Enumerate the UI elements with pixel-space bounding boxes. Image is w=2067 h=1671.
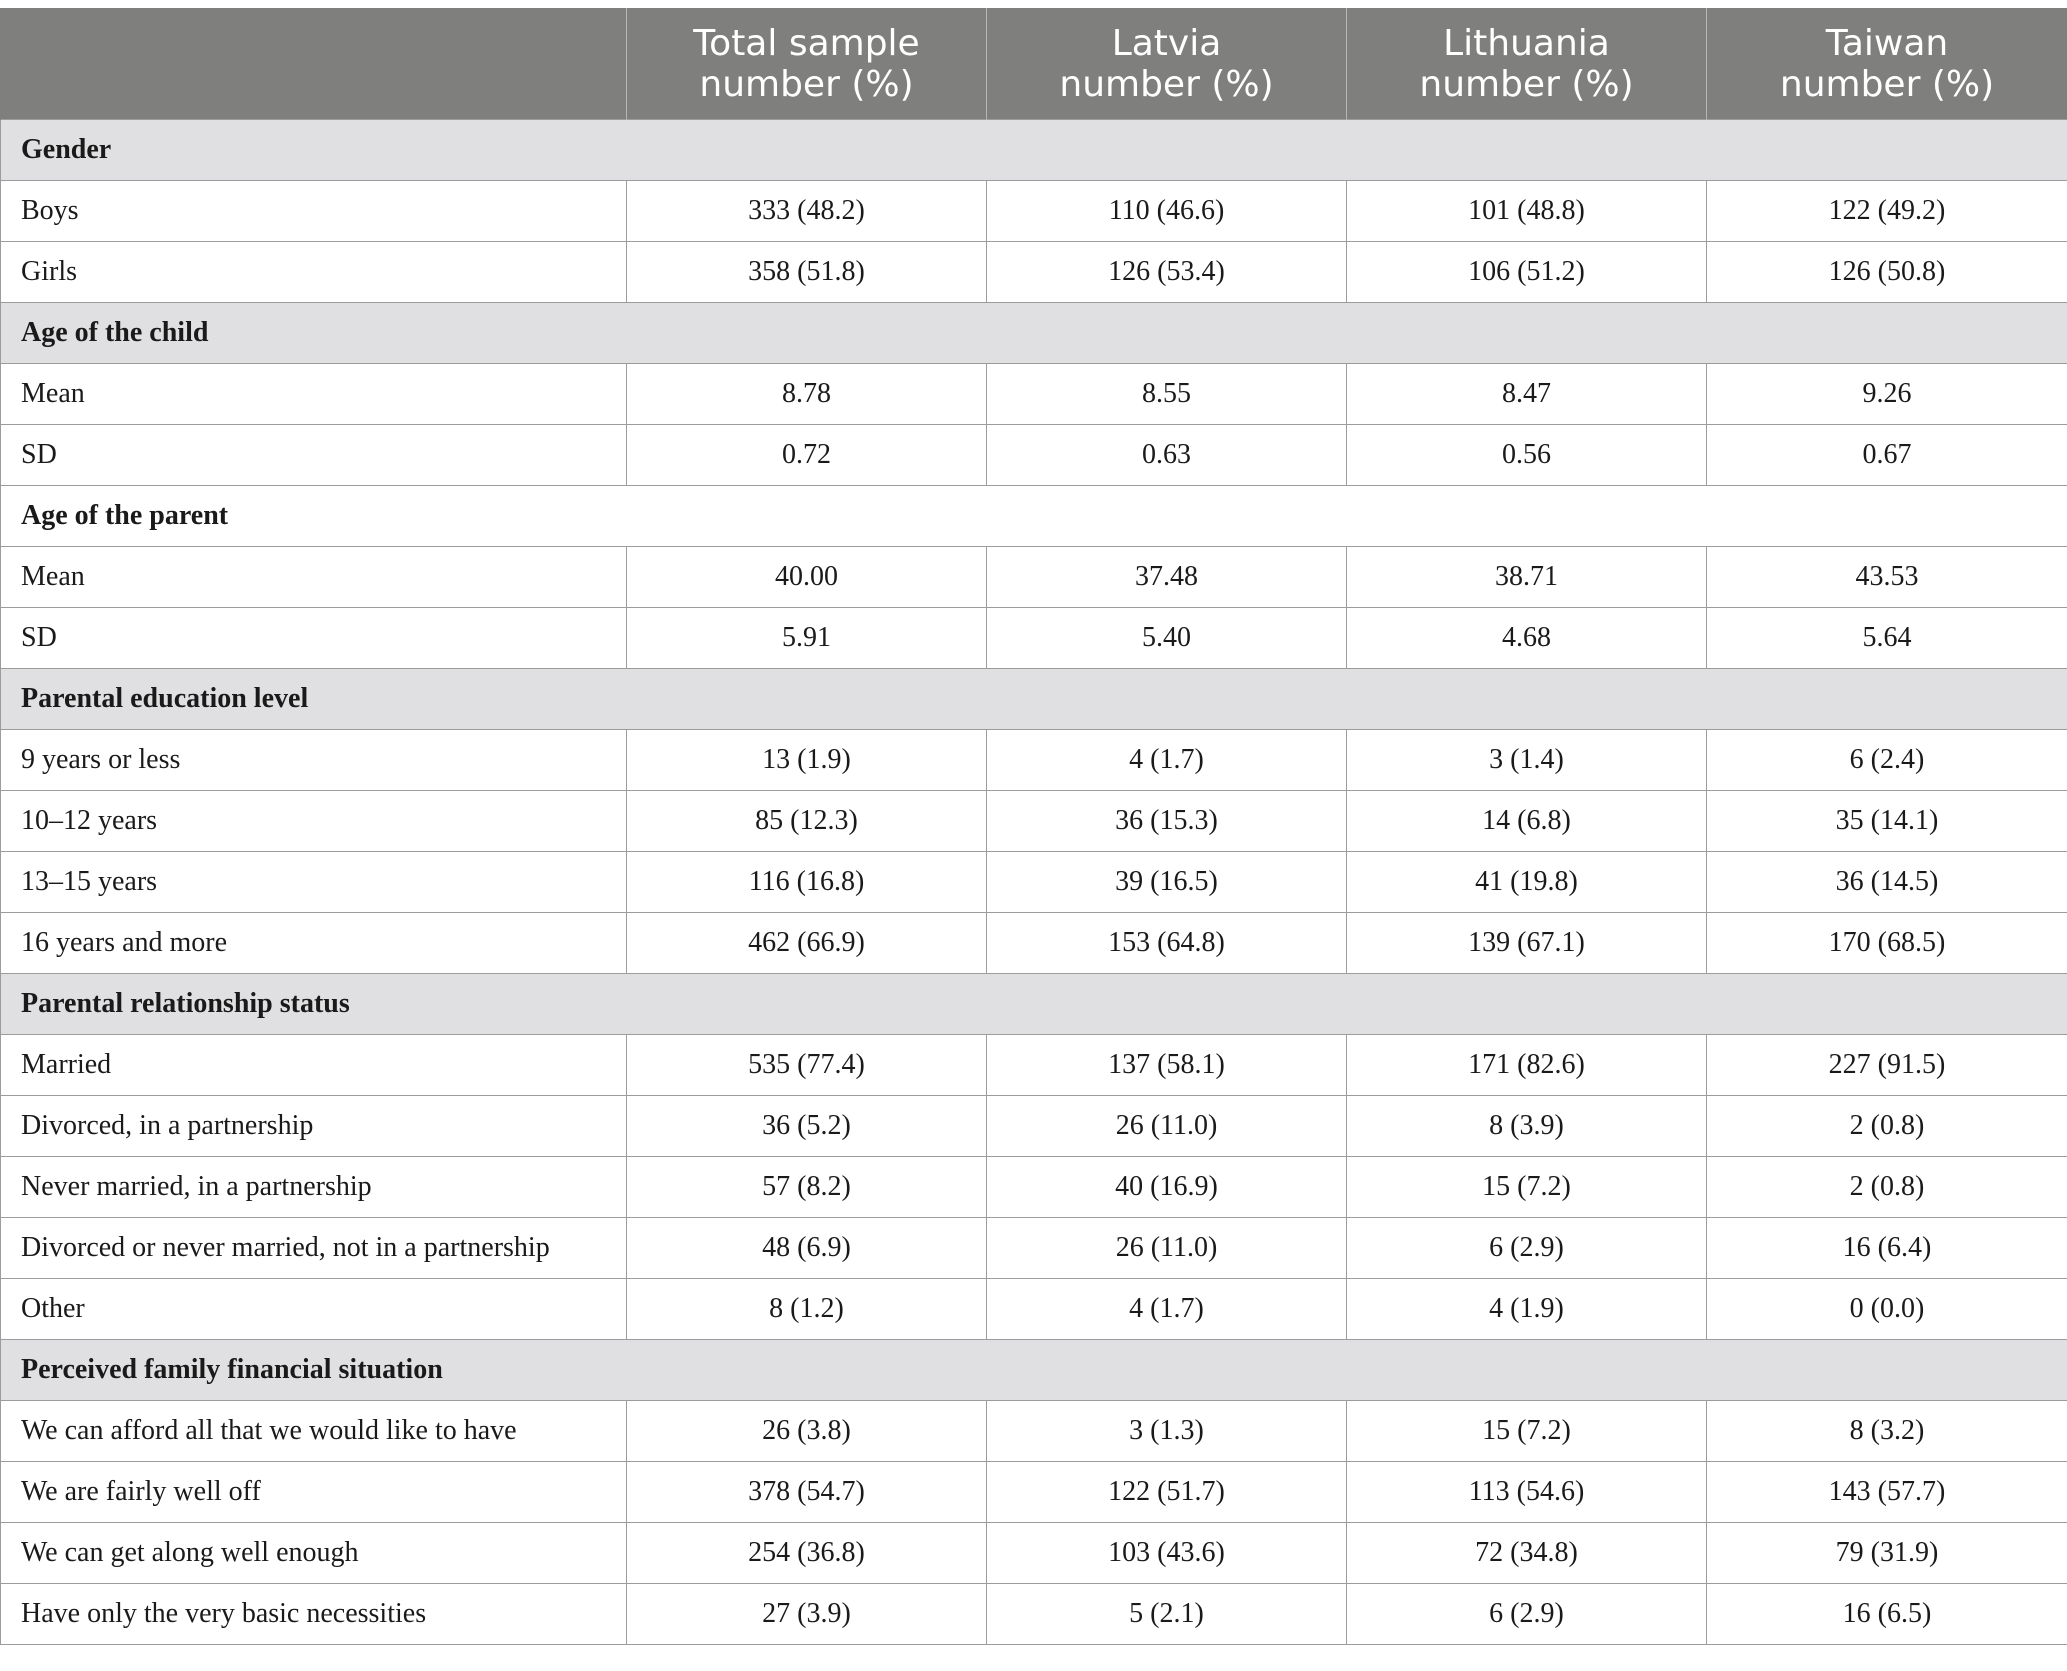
table-row — [1, 1462, 2067, 1523]
table-row — [1, 242, 2067, 303]
table-row — [1, 1584, 2067, 1645]
cell-latvia: 40 (16.9) — [987, 1157, 1347, 1218]
cell-total: 5.91 — [627, 608, 987, 669]
cell-latvia: 37.48 — [987, 547, 1347, 608]
cell-total: 358 (51.8) — [627, 242, 987, 303]
cell-latvia: 153 (64.8) — [987, 913, 1347, 974]
section-title: Age of the child — [1, 303, 2067, 364]
header-cell-taiwan: Taiwan number (%) — [1707, 8, 2067, 120]
cell-latvia: 5 (2.1) — [987, 1584, 1347, 1645]
cell-total: 0.72 — [627, 425, 987, 486]
cell-latvia: 39 (16.5) — [987, 852, 1347, 913]
cell-total: 40.00 — [627, 547, 987, 608]
row-label: SD — [1, 608, 627, 669]
cell-lithuania: 0.56 — [1347, 425, 1707, 486]
table-row — [1, 1096, 2067, 1157]
cell-lithuania: 8 (3.9) — [1347, 1096, 1707, 1157]
cell-latvia: 0.63 — [987, 425, 1347, 486]
row-label: Never married, in a partnership — [1, 1157, 627, 1218]
cell-lithuania: 8.47 — [1347, 364, 1707, 425]
table-row — [1, 608, 2067, 669]
cell-taiwan: 8 (3.2) — [1707, 1401, 2067, 1462]
cell-taiwan: 126 (50.8) — [1707, 242, 2067, 303]
row-label: Mean — [1, 547, 627, 608]
table-row — [1, 1157, 2067, 1218]
header-cell-lithuania: Lithuania number (%) — [1347, 8, 1707, 120]
row-label: Boys — [1, 181, 627, 242]
row-label: 9 years or less — [1, 730, 627, 791]
table-row — [1, 1279, 2067, 1340]
cell-taiwan: 122 (49.2) — [1707, 181, 2067, 242]
section-title: Parental relationship status — [1, 974, 2067, 1035]
cell-taiwan: 16 (6.5) — [1707, 1584, 2067, 1645]
header-cell-total: Total sample number (%) — [627, 8, 987, 120]
cell-latvia: 126 (53.4) — [987, 242, 1347, 303]
section-row — [1, 120, 2067, 181]
cell-total: 57 (8.2) — [627, 1157, 987, 1218]
cell-taiwan: 227 (91.5) — [1707, 1035, 2067, 1096]
row-label: SD — [1, 425, 627, 486]
cell-total: 48 (6.9) — [627, 1218, 987, 1279]
table-row — [1, 364, 2067, 425]
cell-lithuania: 113 (54.6) — [1347, 1462, 1707, 1523]
cell-lithuania: 15 (7.2) — [1347, 1157, 1707, 1218]
cell-lithuania: 6 (2.9) — [1347, 1584, 1707, 1645]
cell-total: 36 (5.2) — [627, 1096, 987, 1157]
row-label: 13–15 years — [1, 852, 627, 913]
cell-latvia: 122 (51.7) — [987, 1462, 1347, 1523]
demographics-table-container — [0, 8, 2067, 1645]
table-row — [1, 547, 2067, 608]
row-label: Divorced or never married, not in a partnership — [1, 1218, 627, 1279]
cell-lithuania: 38.71 — [1347, 547, 1707, 608]
table-row — [1, 1523, 2067, 1584]
section-row — [1, 303, 2067, 364]
cell-lithuania: 72 (34.8) — [1347, 1523, 1707, 1584]
table-row — [1, 913, 2067, 974]
cell-total: 26 (3.8) — [627, 1401, 987, 1462]
cell-total: 254 (36.8) — [627, 1523, 987, 1584]
cell-latvia: 4 (1.7) — [987, 730, 1347, 791]
cell-lithuania: 6 (2.9) — [1347, 1218, 1707, 1279]
section-row — [1, 1340, 2067, 1401]
table-body — [1, 120, 2067, 1645]
section-row — [1, 669, 2067, 730]
cell-taiwan: 6 (2.4) — [1707, 730, 2067, 791]
cell-taiwan: 170 (68.5) — [1707, 913, 2067, 974]
cell-taiwan: 35 (14.1) — [1707, 791, 2067, 852]
cell-latvia: 26 (11.0) — [987, 1096, 1347, 1157]
cell-taiwan: 16 (6.4) — [1707, 1218, 2067, 1279]
table-header — [1, 8, 2067, 120]
row-label: Have only the very basic necessities — [1, 1584, 627, 1645]
table-row — [1, 1401, 2067, 1462]
row-label: Girls — [1, 242, 627, 303]
header-row — [1, 8, 2067, 120]
section-title: Gender — [1, 120, 2067, 181]
cell-taiwan: 2 (0.8) — [1707, 1157, 2067, 1218]
table-row — [1, 852, 2067, 913]
cell-latvia: 26 (11.0) — [987, 1218, 1347, 1279]
table-row — [1, 1035, 2067, 1096]
row-label: We are fairly well off — [1, 1462, 627, 1523]
cell-lithuania: 4 (1.9) — [1347, 1279, 1707, 1340]
cell-taiwan: 0 (0.0) — [1707, 1279, 2067, 1340]
cell-latvia: 137 (58.1) — [987, 1035, 1347, 1096]
cell-taiwan: 5.64 — [1707, 608, 2067, 669]
cell-total: 85 (12.3) — [627, 791, 987, 852]
cell-latvia: 8.55 — [987, 364, 1347, 425]
cell-total: 8 (1.2) — [627, 1279, 987, 1340]
header-cell-latvia: Latvia number (%) — [987, 8, 1347, 120]
table-row — [1, 791, 2067, 852]
cell-taiwan: 79 (31.9) — [1707, 1523, 2067, 1584]
section-title: Parental education level — [1, 669, 2067, 730]
cell-latvia: 103 (43.6) — [987, 1523, 1347, 1584]
section-row — [1, 486, 2067, 547]
cell-lithuania: 15 (7.2) — [1347, 1401, 1707, 1462]
cell-total: 13 (1.9) — [627, 730, 987, 791]
row-label: 16 years and more — [1, 913, 627, 974]
cell-latvia: 36 (15.3) — [987, 791, 1347, 852]
row-label: Married — [1, 1035, 627, 1096]
cell-taiwan: 0.67 — [1707, 425, 2067, 486]
cell-taiwan: 2 (0.8) — [1707, 1096, 2067, 1157]
cell-taiwan: 143 (57.7) — [1707, 1462, 2067, 1523]
demographics-table — [0, 8, 2067, 1645]
row-label: Other — [1, 1279, 627, 1340]
table-row — [1, 1218, 2067, 1279]
cell-lithuania: 101 (48.8) — [1347, 181, 1707, 242]
cell-total: 462 (66.9) — [627, 913, 987, 974]
cell-latvia: 5.40 — [987, 608, 1347, 669]
header-cell-label — [1, 8, 627, 120]
cell-total: 116 (16.8) — [627, 852, 987, 913]
cell-latvia: 110 (46.6) — [987, 181, 1347, 242]
cell-lithuania: 14 (6.8) — [1347, 791, 1707, 852]
section-title: Age of the parent — [1, 486, 2067, 547]
table-row — [1, 730, 2067, 791]
cell-total: 8.78 — [627, 364, 987, 425]
cell-total: 535 (77.4) — [627, 1035, 987, 1096]
cell-total: 378 (54.7) — [627, 1462, 987, 1523]
row-label: Mean — [1, 364, 627, 425]
cell-total: 333 (48.2) — [627, 181, 987, 242]
row-label: We can afford all that we would like to have — [1, 1401, 627, 1462]
cell-lithuania: 3 (1.4) — [1347, 730, 1707, 791]
cell-lithuania: 139 (67.1) — [1347, 913, 1707, 974]
row-label: We can get along well enough — [1, 1523, 627, 1584]
section-row — [1, 974, 2067, 1035]
row-label: Divorced, in a partnership — [1, 1096, 627, 1157]
table-row — [1, 181, 2067, 242]
cell-lithuania: 106 (51.2) — [1347, 242, 1707, 303]
cell-taiwan: 9.26 — [1707, 364, 2067, 425]
cell-lithuania: 41 (19.8) — [1347, 852, 1707, 913]
cell-latvia: 4 (1.7) — [987, 1279, 1347, 1340]
cell-latvia: 3 (1.3) — [987, 1401, 1347, 1462]
cell-taiwan: 36 (14.5) — [1707, 852, 2067, 913]
row-label: 10–12 years — [1, 791, 627, 852]
cell-total: 27 (3.9) — [627, 1584, 987, 1645]
cell-taiwan: 43.53 — [1707, 547, 2067, 608]
table-row — [1, 425, 2067, 486]
cell-lithuania: 171 (82.6) — [1347, 1035, 1707, 1096]
cell-lithuania: 4.68 — [1347, 608, 1707, 669]
section-title: Perceived family financial situation — [1, 1340, 2067, 1401]
